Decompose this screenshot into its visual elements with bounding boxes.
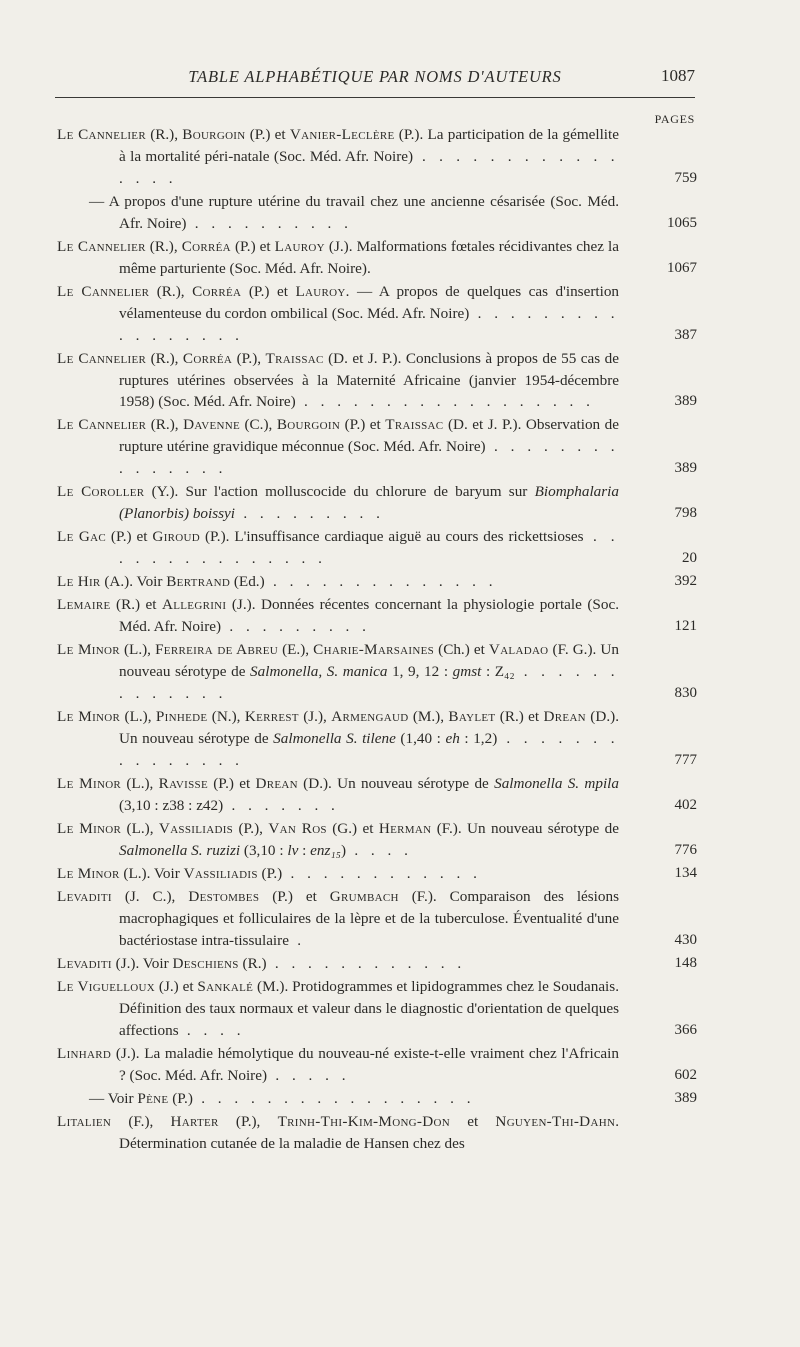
page-reference: 121 [674,618,697,635]
entry-fragment: (R.), [146,416,184,434]
dot-leader: . . . . . . . . . [235,505,385,523]
author-name: Le Cannelier [57,349,147,367]
page-reference: 602 [674,1066,697,1083]
author-name: Vassiliadis [158,819,234,837]
entry-text [57,526,697,570]
page-reference: 1065 [667,214,697,231]
author-name: Le Cannelier [57,282,150,300]
author-name: Van Ros [268,819,327,837]
author-name: Allegrini [162,596,227,614]
entry-fragment: — A propos d'une rupture utérine du travail chez une ancienne césarisée (Soc. Méd. Afr. Noire) [89,192,619,232]
page-reference: 148 [674,954,697,971]
page-reference: 798 [674,505,697,522]
entry-fragment: (C.), [239,416,277,434]
index-entry [57,1111,697,1155]
entry-fragment: (F.). Comparaison des lésions macrophagiques et folliculaires de la lèpre et de la tuberculose. Éventualité d'une bactériostase intra-tissulaire [119,887,620,949]
page-reference: 387 [674,326,697,343]
header-rule [55,97,695,98]
author-name: Valadao [488,641,549,659]
entry-fragment: et [450,1112,496,1130]
dot-leader: . . . . . . . . . . . . . . . [119,438,619,478]
entry-fragment: (L.), [119,641,156,659]
author-name: Grumbach [329,887,399,905]
entry-fragment: (P.), [232,349,266,367]
dot-leader: . . . . . . . . . . . . . . . . [119,147,619,187]
author-name: Levaditi [57,887,112,905]
page-number: 1087 [661,66,695,85]
author-name: Le Coroller [57,483,145,501]
entry-fragment: (P.) et [105,528,153,546]
entry-fragment: (P.). La participation de la gémellite à la mortalité péri-natale (Soc. Méd. Afr. Noire) [119,126,619,165]
entry-text [57,281,697,347]
author-name: Traissac [385,416,444,434]
entry-fragment: 1, 9, 12 : [387,663,453,681]
page-reference: 20 [682,550,697,567]
entry-text [57,706,697,772]
entry-fragment: (R.) et [110,596,162,614]
dot-leader: . . . . [346,841,413,859]
author-name: Le Cannelier [57,126,146,143]
dot-leader: . . . . . . . . . [221,618,371,636]
author-name: Lemaire [57,596,111,614]
entry-fragment: (R.), [149,282,193,300]
page-reference: 776 [674,841,697,858]
italic-term: Salmonella S. tilene [273,730,396,748]
index-entry [57,348,697,414]
author-name: Corréa [182,349,233,367]
entry-fragment: (P.) [168,1089,193,1107]
page-reference: 392 [674,573,697,590]
author-name: Armengaud [331,708,409,726]
page-reference: 134 [674,864,697,881]
index-entry [57,886,697,952]
entry-fragment: (L.), [120,708,156,726]
index-entry [57,281,697,347]
page-reference: 402 [674,796,697,813]
author-name: Lauroy [274,237,325,255]
entry-text [57,348,697,414]
entry-fragment: (D.). Un nouveau sérotype de [297,774,495,792]
entry-text [57,1088,697,1110]
entry-fragment: (R.), [145,126,183,143]
entry-fragment: (J.). Voir [111,954,173,972]
entry-text [57,594,697,638]
entry-fragment: (3,10 : [240,841,288,859]
entry-fragment: (P.) et [259,887,330,905]
entry-fragment: : 1,2) [459,730,498,748]
author-name: Le Cannelier [57,416,147,434]
dot-leader: . . . . . . . . . . . . . . . . . . [295,393,595,411]
index-entry [57,124,697,190]
entry-fragment: (R.) [238,954,267,972]
author-name: Bourgoin [276,416,341,434]
entry-fragment: (F. G.). Un nouveau sérotype de [119,641,619,681]
author-name: Drean [255,774,298,792]
author-name: Lauroy [295,282,346,300]
entry-text [57,191,697,235]
entry-fragment: (P.) et [230,237,275,255]
italic-term: Salmonella, S. manica [250,663,388,681]
italic-term: gmst [452,663,482,681]
dot-leader: . . . . . . . . . . . . . . . . . [119,304,620,344]
index-entry [57,191,697,235]
italic-term: lv [287,841,299,859]
index-entry [57,594,697,638]
author-name: Sankalé [197,977,254,995]
italic-term: enz₁₅ [310,841,341,859]
entry-fragment: (Ch.) et [434,641,489,659]
entry-fragment: (P.), [218,1112,278,1130]
italic-term: Salmonella S. ruzizi [119,841,241,859]
author-name: Le Minor [57,708,121,726]
author-name: Le Minor [57,819,122,837]
entry-fragment: (J.). Données récentes concernant la physiologie portale (Soc. Méd. Afr. Noire) [119,596,619,636]
entry-fragment: : [298,841,311,859]
author-name: Charie-Marsaines [313,641,435,659]
dot-leader: . . . . . . . . . . . . [282,864,482,882]
entry-text [57,976,697,1042]
index-entry [57,571,697,593]
entry-fragment: (L.), [121,774,159,792]
author-name: Le Hir [57,573,101,591]
entry-fragment: (P.), [233,819,269,837]
entry-fragment: (P.) [257,864,283,882]
index-entry [57,953,697,975]
entry-fragment: (P.) et [340,416,386,434]
dot-leader: . . . . . . . . . . . . . [119,663,619,703]
italic-term: eh [445,730,460,748]
author-name: Litalien [57,1112,112,1130]
entry-fragment: (P.) et [245,126,290,143]
entry-text [57,571,697,593]
index-entry [57,818,697,862]
entry-fragment: ) [340,841,347,859]
index-entry [57,773,697,817]
page-reference: 777 [674,751,697,768]
author-name: Corréa [192,282,242,300]
entry-text [57,1043,697,1087]
entry-fragment: (G.) et [326,819,379,837]
italic-term: Salmonella S. mpila [494,774,619,792]
author-name: Le Viguelloux [57,977,156,995]
entry-fragment: (L.). Voir [119,864,184,882]
index-entry [57,1043,697,1087]
index-entry [57,863,697,885]
entry-fragment: (D.). Un nouveau sérotype de [119,708,619,748]
entry-fragment: . — A propos de quelques cas d'insertion vélamenteuse du cordon ombilical (Soc. Méd. Afr. Noire) [119,282,620,322]
dot-leader: . . . . . . . . . . . . . . . [119,730,619,769]
entry-fragment: (D. et J. P.). Observation de rupture utérine gravidique méconnue (Soc. Méd. Afr. Noire) [119,416,619,456]
dot-leader: . . . . [178,1021,245,1039]
dot-leader: . . . . . . . [223,796,340,814]
page-reference: 389 [674,460,697,477]
author-name: Linhard [57,1044,112,1062]
index-entry [57,236,697,280]
author-name: Vanier-Leclère [289,126,395,143]
entry-text [57,953,697,975]
dot-leader: . . . . . . . . . . . . . . [264,573,497,591]
index-entry [57,976,697,1042]
author-index-list [57,124,697,1156]
entry-fragment: : Z₄₂ [481,663,515,681]
entry-text [57,886,697,952]
entry-fragment: (J.) et [155,977,198,995]
author-name: Ravisse [158,774,208,792]
author-name: Le Minor [57,774,122,792]
author-name: Corréa [181,237,231,255]
author-name: Herman [378,819,432,837]
running-title: TABLE ALPHABÉTIQUE PAR NOMS D'AUTEURS [188,67,562,86]
entry-text [57,863,697,885]
author-name: Trinh-Thi-Kim-Mong-Don [277,1112,451,1130]
index-entry [57,639,697,705]
entry-text [57,1111,697,1155]
entry-fragment: (P.). L'insuffisance cardiaque aiguë au cours des rickettsioses [200,528,584,546]
entry-fragment: (1,40 : [395,730,446,748]
page-reference: 389 [674,393,697,410]
page-reference: 759 [674,169,697,186]
author-name: Giroud [152,528,201,546]
page-reference: 1067 [667,259,697,276]
entry-fragment: (L.), [121,819,159,837]
entry-fragment: (3,10 : z38 : z42) [119,796,224,814]
entry-fragment: (R.) et [495,708,544,726]
dot-leader: . . . . . . . . . . . . [266,954,466,972]
entry-fragment: (M.). Protidogrammes et lipidogrammes chez le Soudanais. Définition des taux normaux et valeur dans le diagnostic d'orientation de quelques affections [119,977,619,1039]
dot-leader: . . . . . . . . . . . . . . . [119,528,620,568]
page-reference: 389 [674,1089,697,1106]
entry-fragment: (J.). Malformations fœtales récidivantes chez la même parturiente (Soc. Méd. Afr. Noire). [119,237,620,277]
entry-fragment: (J. C.), [111,887,189,905]
entry-text [57,818,697,862]
entry-fragment: (R.), [145,237,182,255]
pages-column-label: PAGES [654,112,695,126]
entry-text [57,639,697,705]
italic-term: Biomphalaria (Planorbis) boissyi [119,483,619,523]
author-name: Traissac [265,349,324,367]
index-entry [57,481,697,525]
author-name: Vassiliadis [183,864,258,882]
author-name: Le Minor [57,641,120,659]
author-name: Le Gac [57,528,106,546]
author-name: Bertrand [166,573,231,591]
author-name: Kerrest [244,708,299,726]
author-name: Davenne [183,416,240,434]
author-name: Destombes [188,887,260,905]
author-name: Levaditi [57,954,112,972]
index-entry [57,526,697,570]
dot-leader: . . . . . . . . . . . . . . . . . [192,1089,475,1107]
entry-text [57,414,697,480]
entry-text [57,236,697,280]
dot-leader: . . . . . [267,1066,351,1084]
author-name: Le Minor [57,864,120,882]
author-name: Harter [170,1112,219,1130]
author-name: Baylet [448,708,496,726]
author-name: Nguyen-Thi-Dahn [495,1112,616,1130]
entry-text [57,481,697,525]
entry-fragment: (N.), [207,708,245,726]
author-name: Pène [137,1089,169,1107]
dot-leader: . [288,931,306,949]
entry-fragment: (Ed.) [230,573,265,591]
entry-fragment: (A.). Voir [100,573,167,591]
dot-leader: . . . . . . . . . . [186,214,353,232]
page-header [55,62,695,92]
index-entry [57,1088,697,1110]
entry-text [57,773,697,817]
author-name: Drean [543,708,586,726]
author-name: Bourgoin [182,126,246,143]
index-entry [57,414,697,480]
page-reference: 366 [674,1021,697,1038]
author-name: Le Cannelier [57,237,146,255]
author-name: Pinhede [155,708,208,726]
entry-fragment: (F.). Un nouveau sérotype de [431,819,619,837]
author-name: Ferreira de Abreu [155,641,278,659]
entry-fragment: (Y.). Sur l'action molluscocide du chlorure de baryum sur [144,483,535,501]
entry-text [57,124,697,190]
entry-fragment: (R.), [146,349,183,367]
entry-fragment: (J.), [298,708,332,726]
author-name: Deschiens [172,954,239,972]
entry-fragment: — Voir [89,1089,138,1107]
page-reference: 430 [674,931,697,948]
entry-fragment: (M.), [408,708,449,726]
entry-fragment: (J.). La maladie hémolytique du nouveau-né existe-t-elle vraiment chez l'Africain ? (Soc. Méd. Afr. Noire) [111,1044,619,1084]
index-entry [57,706,697,772]
entry-fragment: (P.) et [207,774,256,792]
entry-fragment: . Détermination cutanée de la maladie de Hansen chez des [119,1112,619,1152]
entry-fragment: (E.), [277,641,314,659]
entry-fragment: (D. et J. P.). Conclusions à propos de 55 cas de ruptures utérines observées à la Maternité Africaine (janvier 1954-décembre 1958) (Soc. Méd. Afr. Noire) [119,349,619,411]
entry-fragment: (F.), [111,1112,171,1130]
page-reference: 830 [674,685,697,702]
entry-fragment: (P.) et [241,282,296,300]
